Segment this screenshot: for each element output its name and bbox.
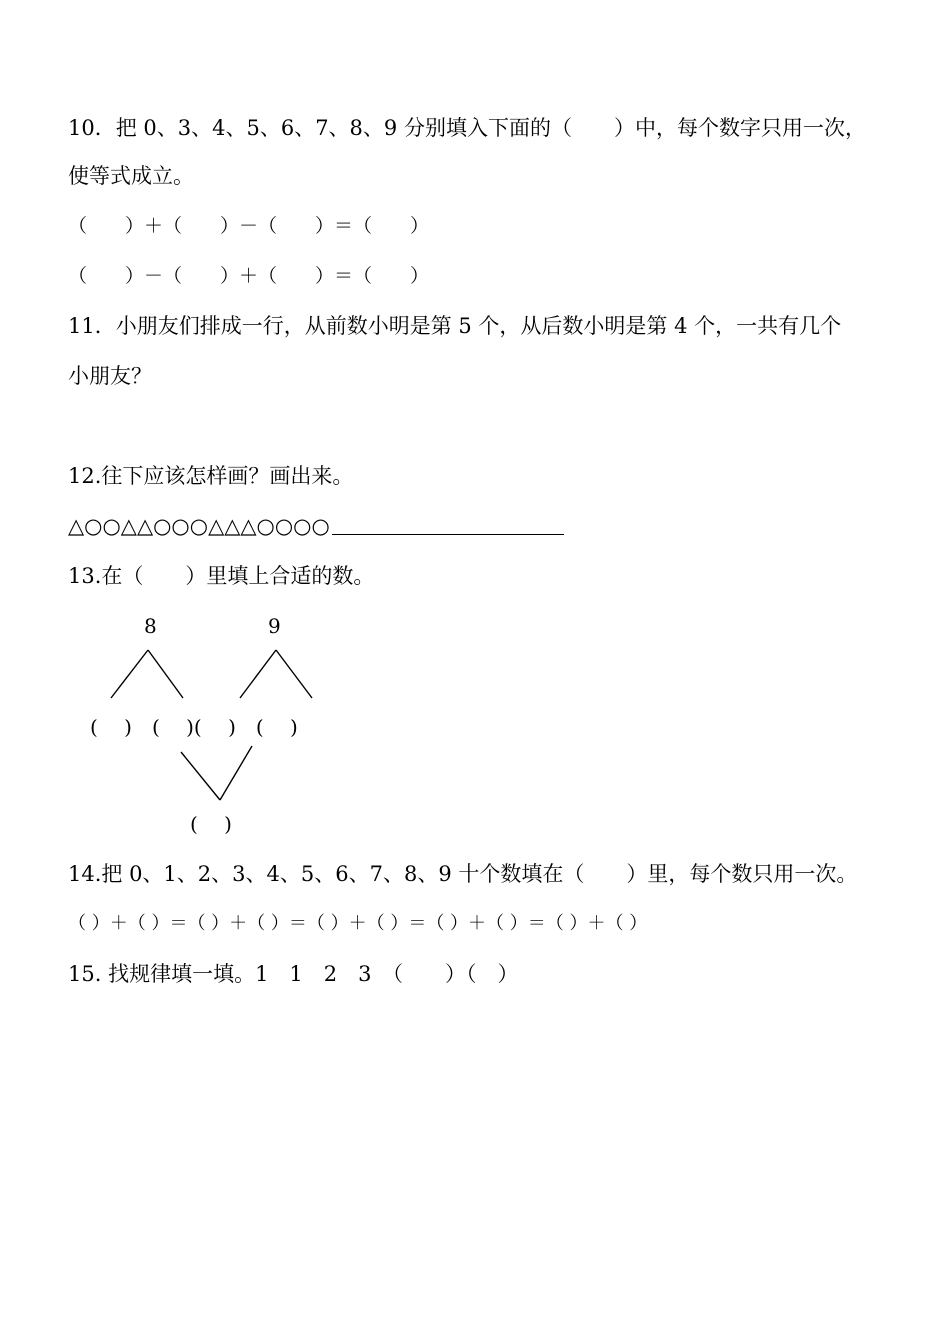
q10-equation-2: （ ）－（ ）＋（ ）＝（ ）	[68, 265, 430, 287]
q15-line-1: 15. 找规律填一填。1 1 2 3 （ ）（ ）	[68, 962, 519, 986]
q14-line-1: 14.把 0、1、2、3、4、5、6、7、8、9 十个数填在（ ）里，每个数只用一次。	[68, 862, 858, 886]
q14-equation: （ ）＋（ ）＝（ ）＋（ ）＝（ ）＋（ ）＝（ ）＋（ ）＝（ ）＋（ ）	[68, 913, 648, 934]
q11-line-1: 11．小朋友们排成一行，从前数小明是第 5 个，从后数小明是第 4 个，一共有几个	[68, 314, 842, 338]
bond-line-right-b	[276, 650, 312, 698]
q10-line-1: 10．把 0、3、4、5、6、7、8、9 分别填入下面的（ ）中，每个数字只用一次，	[68, 116, 866, 140]
q12-line-1: 12.往下应该怎样画？画出来。	[68, 464, 354, 488]
q10-line-2: 使等式成立。	[68, 164, 194, 188]
tree-bottom-slot[interactable]: ( )	[190, 812, 232, 836]
bond-line-bottom-b	[220, 746, 252, 800]
bond-line-right-a	[240, 650, 276, 698]
q13-line-1: 13.在（ ）里填上合适的数。	[68, 564, 375, 588]
bond-line-left-b	[148, 650, 183, 698]
q10-equation-1: （ ）＋（ ）－（ ）＝（ ）	[68, 215, 430, 237]
bond-line-bottom-a	[181, 752, 220, 800]
bond-line-left-a	[111, 650, 148, 698]
tree-top-right-number: 9	[268, 614, 281, 638]
shape-pattern: △○○△△○○○△△△○○○○	[68, 514, 330, 538]
q11-line-2: 小朋友？	[68, 364, 152, 388]
tree-top-left-number: 8	[144, 614, 157, 638]
tree-slots-row[interactable]: ( ) ( )( ) ( )	[90, 715, 298, 739]
